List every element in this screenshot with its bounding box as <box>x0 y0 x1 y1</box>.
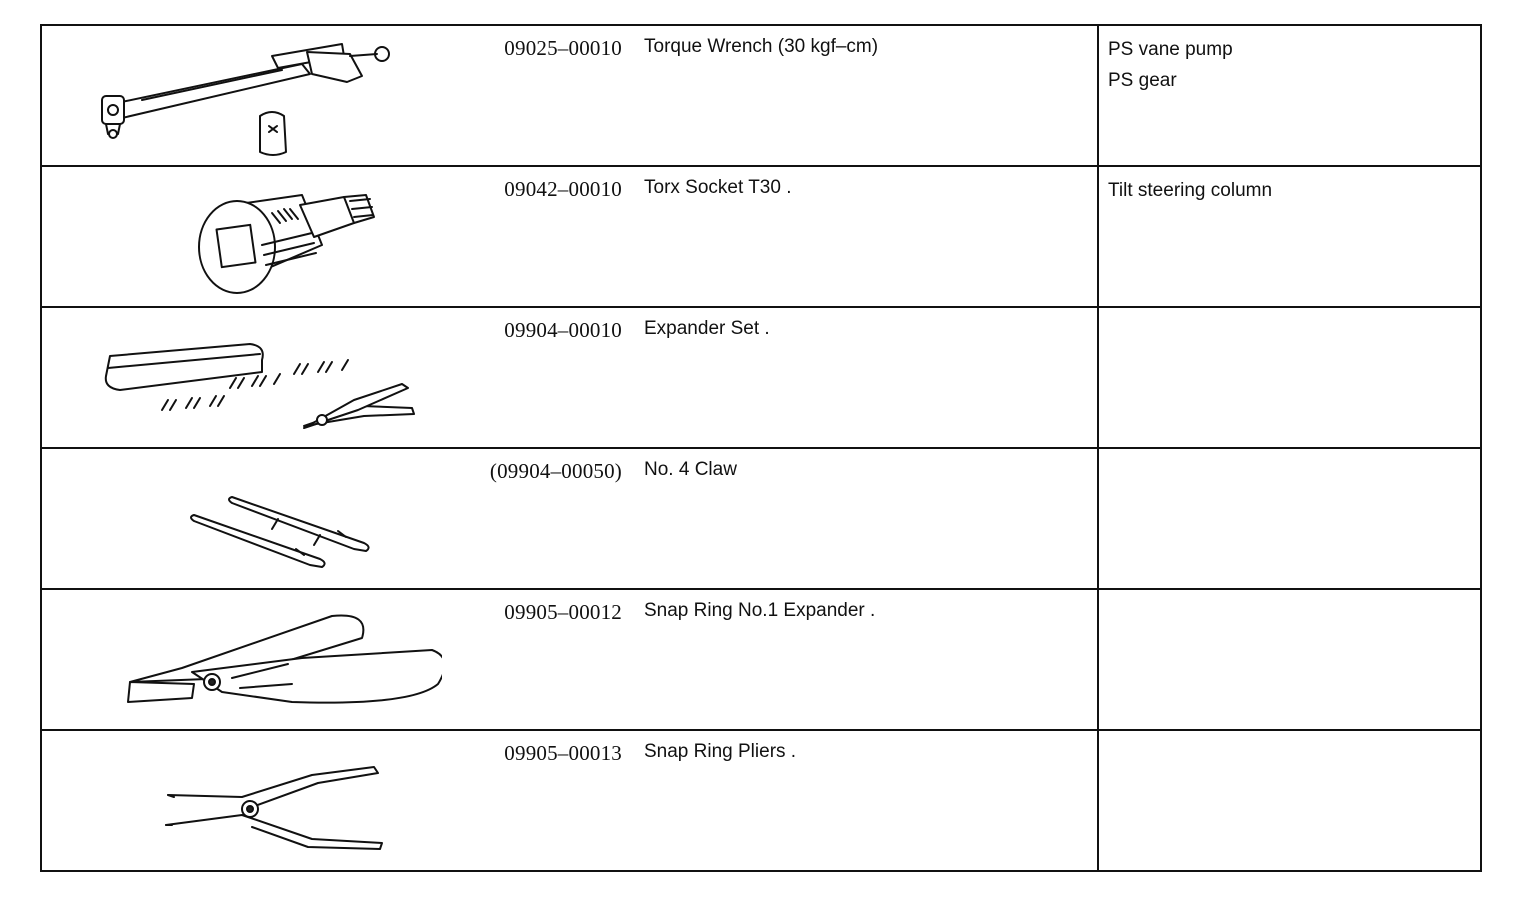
part-number: 09025–00010 <box>504 36 622 60</box>
column-divider <box>1097 590 1099 729</box>
part-number: 09905–00012 <box>504 600 622 624</box>
column-divider <box>1097 731 1099 872</box>
column-divider <box>1097 167 1099 306</box>
snap-ring-pliers-icon <box>82 739 442 867</box>
claw-icon <box>82 457 442 585</box>
tool-name: Snap Ring Pliers . <box>644 741 797 762</box>
table-row <box>42 308 1480 449</box>
part-number: 09904–00010 <box>504 318 622 342</box>
tool-name: Expander Set . <box>644 318 770 339</box>
column-divider <box>1097 308 1099 447</box>
tool-name: Torx Socket T30 . <box>644 177 792 198</box>
table-row <box>42 26 1480 167</box>
tool-name: Snap Ring No.1 Expander . <box>644 600 876 621</box>
usage-item: PS vane pump <box>1108 39 1233 60</box>
usage-item: PS gear <box>1108 70 1177 91</box>
snap-ring-expander-icon <box>82 598 442 726</box>
special-tools-table <box>40 24 1482 872</box>
usage-item: Tilt steering column <box>1108 180 1273 201</box>
column-divider <box>1097 449 1099 588</box>
tool-name: Torque Wrench (30 kgf–cm) <box>644 36 879 57</box>
usage-cell <box>1108 175 1468 206</box>
column-divider <box>1097 26 1099 165</box>
usage-cell <box>1108 34 1468 96</box>
part-number: 09042–00010 <box>504 177 622 201</box>
part-number: (09904–00050) <box>489 459 622 483</box>
table-row <box>42 731 1480 872</box>
part-number: 09905–00013 <box>504 741 622 765</box>
torx-socket-icon <box>82 175 442 303</box>
table-row <box>42 167 1480 308</box>
torque-wrench-icon <box>82 34 442 162</box>
tool-name: No. 4 Claw <box>644 459 737 480</box>
table-row <box>42 590 1480 731</box>
table-row <box>42 449 1480 590</box>
expander-set-icon <box>82 316 442 444</box>
